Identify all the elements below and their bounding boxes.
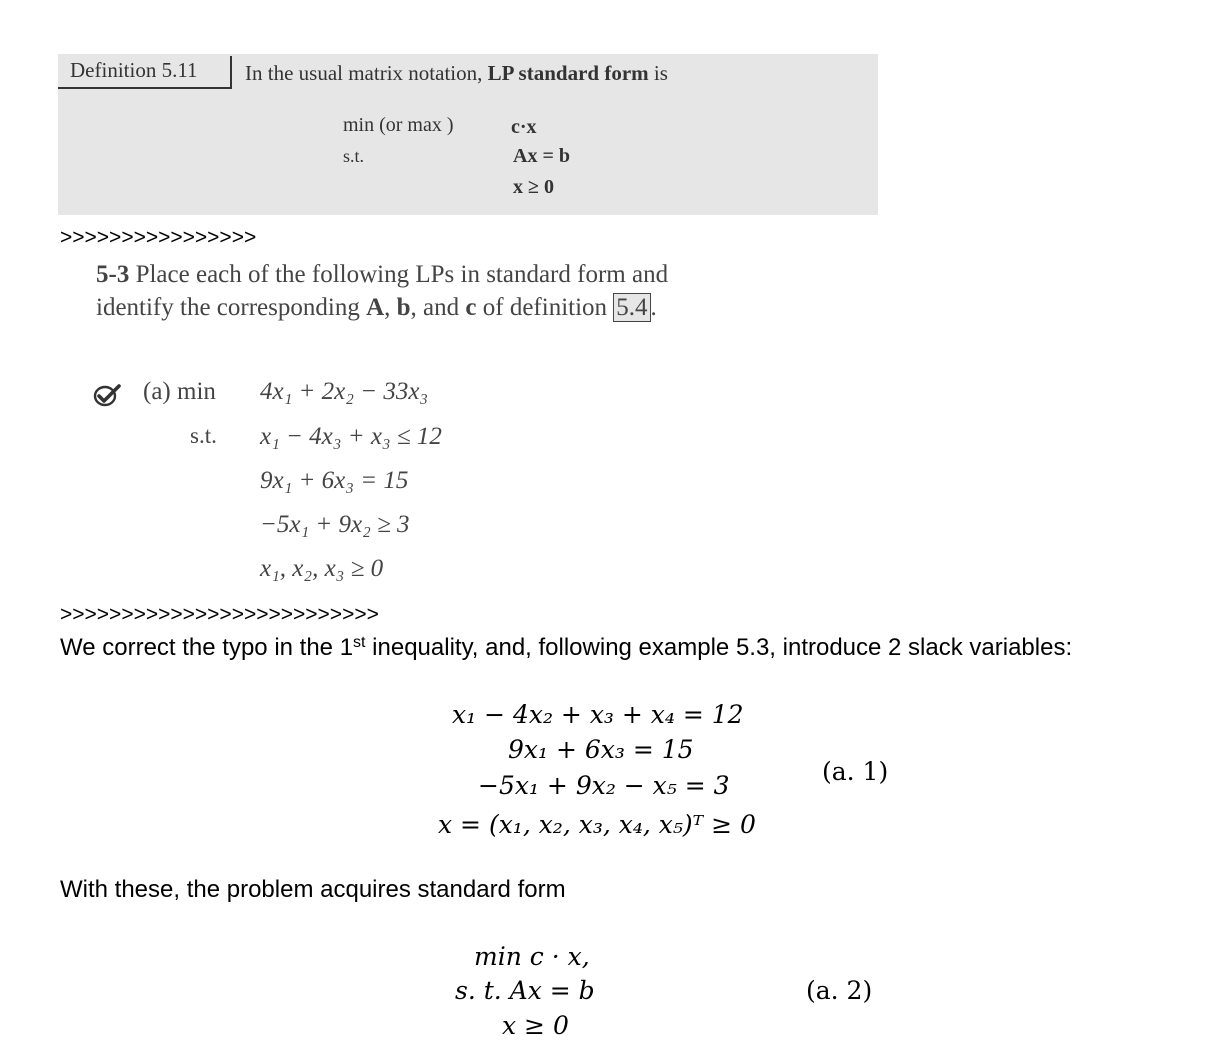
eq-a1-line-3: −5x₁ + 9x₂ − x₅ = 3 (478, 771, 730, 800)
exercise-constraint-4: x₁, x₂, x₃ ≥ 0 (260, 555, 384, 582)
definition-label: Definition 5.11 (70, 58, 198, 82)
separator-arrows: >>>>>>>>>>>>>>>> (60, 226, 257, 249)
exercise-statement: 5-3 Place each of the following LPs in standard form and identify the corresponding A, b, and c of definition 5.4 . (96, 261, 669, 321)
eq-a2-objective: min c · x, (474, 942, 590, 971)
eq-a1-tag: (a. 1) (822, 757, 889, 786)
eq-a1-line-4: x = (x₁, x₂, x₃, x₄, x₅)ᵀ ≥ 0 (438, 810, 756, 839)
checkmark-icon (93, 383, 121, 407)
definition-label-divider (230, 56, 232, 88)
correction-sentence: We correct the typo in the 1st inequality, and, following example 5.3, introduce 2 slack variables: (60, 634, 1073, 661)
definition-objective-expr: c·x (511, 116, 537, 138)
definition-constraint-nonneg: x ≥ 0 (513, 176, 554, 198)
standard-form-sentence: With these, the problem acquires standard form (60, 876, 566, 903)
definition-constraint-eq: Ax = b (513, 145, 570, 167)
definition-st: s.t. (343, 146, 365, 166)
exercise-part-label: (a) min (143, 378, 216, 405)
exercise-constraint-1: x₁ − 4x₃ + x₃ ≤ 12 (260, 423, 442, 450)
exercise-constraint-3: −5x₁ + 9x₂ ≥ 3 (260, 511, 410, 538)
eq-a2-tag: (a. 2) (806, 976, 873, 1005)
separator-arrows-2: >>>>>>>>>>>>>>>>>>>>>>>>>> (60, 603, 379, 626)
eq-a2-constraint: s. t. Ax = b (455, 976, 595, 1005)
eq-a1-line-2: 9x₁ + 6x₃ = 15 (508, 735, 694, 764)
definition-reference-link[interactable]: 5.4 (613, 293, 650, 322)
definition-objective-word: min (or max ) (343, 114, 454, 136)
exercise-objective: 4x₁ + 2x₂ − 33x₃ (260, 378, 429, 405)
eq-a1-line-1: x₁ − 4x₂ + x₃ + x₄ = 12 (452, 700, 744, 729)
exercise-constraint-2: 9x₁ + 6x₃ = 15 (260, 467, 409, 494)
definition-label-underline (58, 87, 232, 89)
definition-intro: In the usual matrix notation, LP standard form is (245, 61, 668, 85)
exercise-st-label: s.t. (190, 423, 217, 448)
eq-a2-nonneg: x ≥ 0 (502, 1011, 569, 1040)
